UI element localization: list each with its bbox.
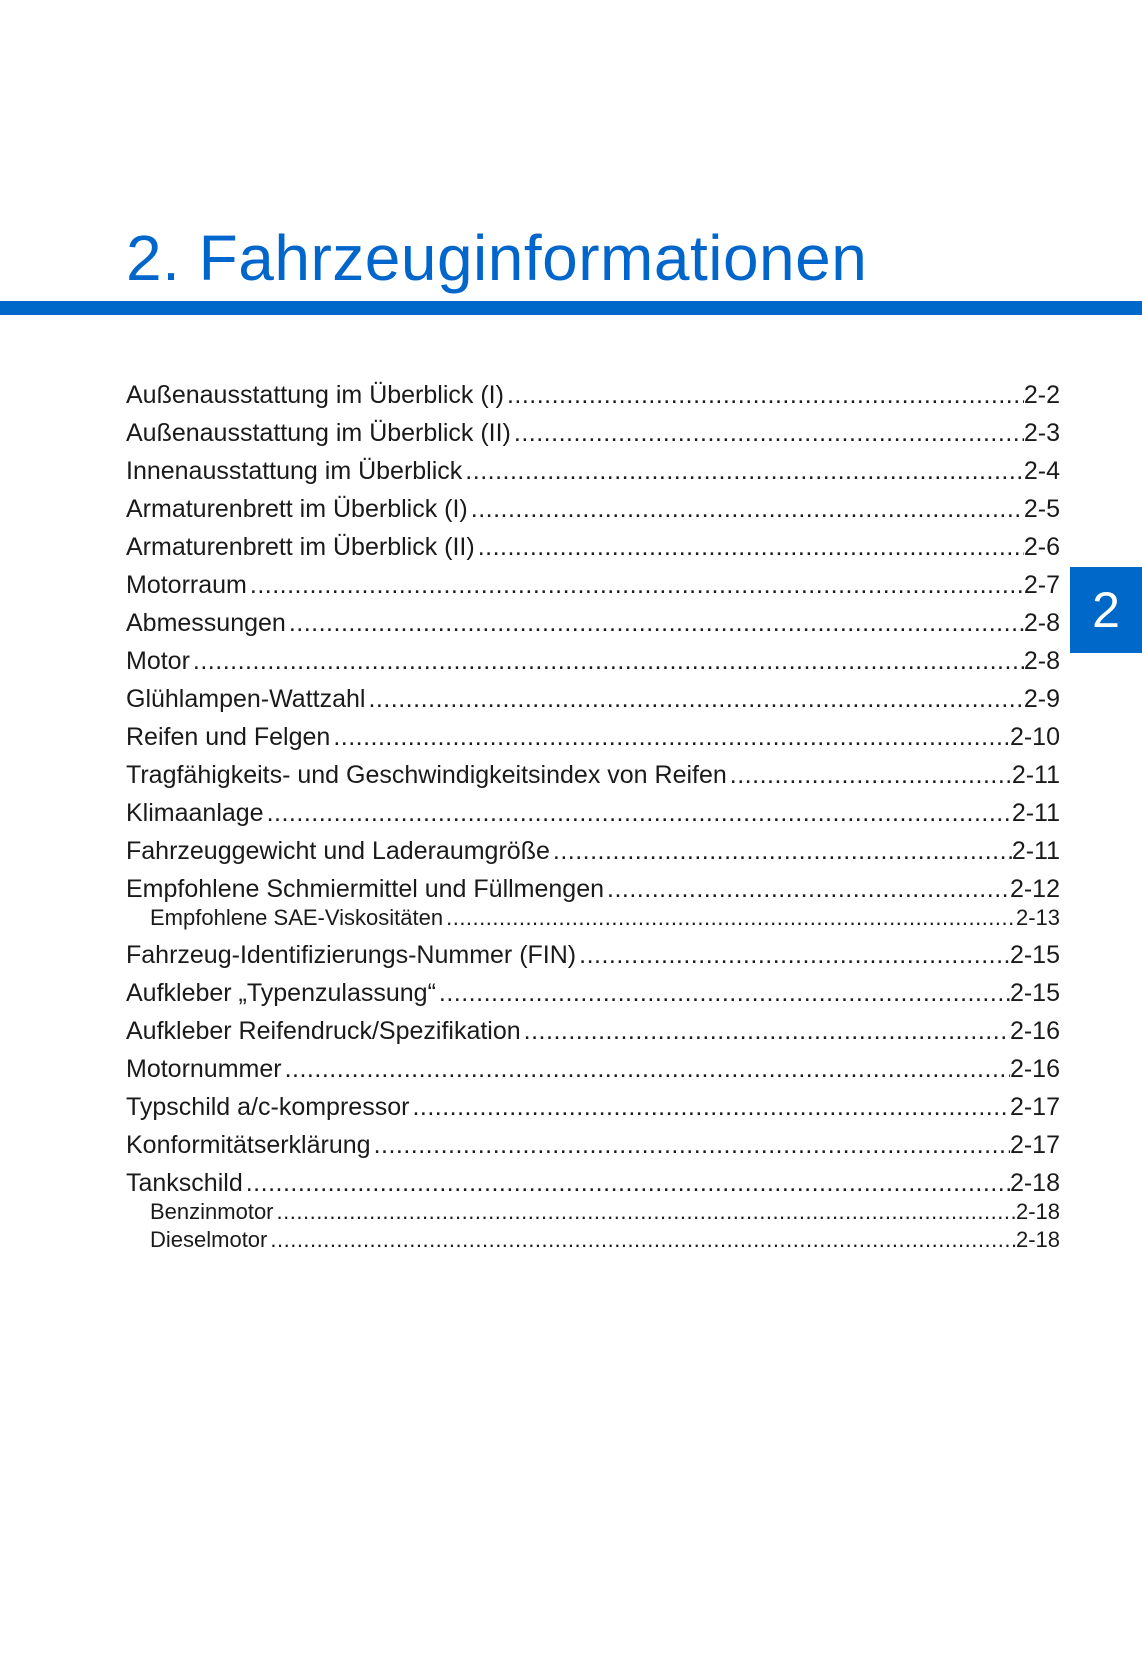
toc-subentry[interactable] <box>126 1198 1060 1226</box>
toc-entry-page: 2-11 <box>1011 837 1060 865</box>
toc-leader-dots <box>330 718 1010 756</box>
toc-entry-page: 2-16 <box>1009 1055 1060 1083</box>
chapter-tab: 2 <box>1070 567 1142 653</box>
toc-entry[interactable] <box>126 832 1060 870</box>
toc-entry-page: 2-15 <box>1009 941 1060 969</box>
toc-entry-label: Innenausstattung im Überblick <box>126 457 463 485</box>
toc-entry[interactable] <box>126 870 1060 908</box>
toc-leader-dots <box>504 376 1024 414</box>
toc-entry-label: Tragfähigkeits- und Geschwindigkeitsindex von Reifen <box>126 761 727 789</box>
toc-entry-page: 2-12 <box>1009 875 1060 903</box>
toc-entry-label: Empfohlene Schmiermittel und Füllmengen <box>126 875 605 903</box>
toc-entry[interactable] <box>126 452 1060 490</box>
toc-leader-dots <box>475 528 1024 566</box>
title-divider <box>0 301 1142 315</box>
toc-entry-page: 2-6 <box>1023 533 1060 561</box>
toc-leader-dots <box>511 414 1024 452</box>
toc-entry-label: Abmessungen <box>126 609 286 637</box>
toc-entry-page: 2-16 <box>1009 1017 1060 1045</box>
toc-entry[interactable] <box>126 642 1060 680</box>
toc-entry-page: 2-11 <box>1011 761 1060 789</box>
toc-leader-dots <box>576 936 1010 974</box>
toc-entry[interactable] <box>126 936 1060 974</box>
toc-leader-dots <box>409 1088 1010 1126</box>
toc-entry-page: 2-9 <box>1023 685 1060 713</box>
toc-entry-label: Benzinmotor <box>150 1199 274 1224</box>
toc-subentry[interactable] <box>126 1226 1060 1254</box>
toc-leader-dots <box>286 604 1024 642</box>
toc-leader-dots <box>274 1198 1016 1226</box>
toc-entry-page: 2-7 <box>1023 571 1060 599</box>
toc-leader-dots <box>282 1050 1010 1088</box>
toc-entry-page: 2-4 <box>1023 457 1060 485</box>
toc-leader-dots <box>727 756 1012 794</box>
toc-entry-label: Armaturenbrett im Überblick (I) <box>126 495 468 523</box>
toc-entry[interactable] <box>126 718 1060 756</box>
toc-leader-dots <box>468 490 1024 528</box>
toc-entry-page: 2-3 <box>1023 419 1060 447</box>
toc-entry-page: 2-5 <box>1023 495 1060 523</box>
toc-entry-label: Konformitätserklärung <box>126 1131 371 1159</box>
toc-entry-label: Aufkleber „Typenzulassung“ <box>126 979 436 1007</box>
toc-leader-dots <box>365 680 1023 718</box>
toc-leader-dots <box>521 1012 1010 1050</box>
toc-entry[interactable] <box>126 756 1060 794</box>
toc-entry-label: Empfohlene SAE-Viskositäten <box>150 905 444 930</box>
toc-entry[interactable] <box>126 794 1060 832</box>
toc-entry[interactable] <box>126 680 1060 718</box>
toc-leader-dots <box>550 832 1012 870</box>
table-of-contents <box>126 376 1060 1258</box>
toc-entry[interactable] <box>126 1050 1060 1088</box>
toc-leader-dots <box>436 974 1010 1012</box>
toc-entry-label: Typschild a/c-kompressor <box>126 1093 410 1121</box>
toc-entry-page: 2-8 <box>1023 647 1060 675</box>
toc-entry-label: Außenausstattung im Überblick (II) <box>126 419 511 447</box>
toc-leader-dots <box>462 452 1024 490</box>
toc-entry-page: 2-2 <box>1023 381 1060 409</box>
toc-leader-dots <box>267 1226 1016 1254</box>
toc-entry-label: Glühlampen-Wattzahl <box>126 685 366 713</box>
toc-leader-dots <box>443 904 1016 932</box>
toc-leader-dots <box>264 794 1012 832</box>
toc-entry-label: Motornummer <box>126 1055 282 1083</box>
toc-entry-label: Klimaanlage <box>126 799 264 827</box>
toc-leader-dots <box>371 1126 1010 1164</box>
toc-entry-label: Fahrzeuggewicht und Laderaumgröße <box>126 837 550 865</box>
toc-entry-page: 2-18 <box>1015 1227 1060 1252</box>
toc-entry[interactable] <box>126 1126 1060 1164</box>
toc-entry[interactable] <box>126 1088 1060 1126</box>
toc-entry-page: 2-18 <box>1015 1199 1060 1224</box>
toc-leader-dots <box>604 870 1010 908</box>
toc-entry-label: Motorraum <box>126 571 247 599</box>
toc-entry-label: Fahrzeug-Identifizierungs-Nummer (FIN) <box>126 941 577 969</box>
toc-entry-page: 2-10 <box>1009 723 1060 751</box>
toc-entry[interactable] <box>126 604 1060 642</box>
toc-entry-page: 2-17 <box>1009 1131 1060 1159</box>
toc-entry-page: 2-15 <box>1009 979 1060 1007</box>
toc-entry-page: 2-13 <box>1015 905 1060 930</box>
toc-entry-label: Aufkleber Reifendruck/Spezifikation <box>126 1017 521 1045</box>
toc-entry-label: Dieselmotor <box>150 1227 268 1252</box>
toc-entry-label: Armaturenbrett im Überblick (II) <box>126 533 475 561</box>
toc-entry-label: Außenausstattung im Überblick (I) <box>126 381 504 409</box>
toc-leader-dots <box>247 566 1024 604</box>
toc-entry[interactable] <box>126 974 1060 1012</box>
toc-entry[interactable] <box>126 376 1060 414</box>
toc-leader-dots <box>190 642 1024 680</box>
toc-entry[interactable] <box>126 490 1060 528</box>
toc-entry-page: 2-18 <box>1009 1169 1060 1197</box>
toc-entry[interactable] <box>126 1164 1060 1202</box>
toc-entry-label: Tankschild <box>126 1169 243 1197</box>
toc-leader-dots <box>243 1164 1010 1202</box>
toc-subentry[interactable] <box>126 904 1060 932</box>
toc-entry[interactable] <box>126 1012 1060 1050</box>
toc-entry-page: 2-8 <box>1023 609 1060 637</box>
toc-entry-page: 2-11 <box>1011 799 1060 827</box>
toc-entry[interactable] <box>126 528 1060 566</box>
toc-entry-page: 2-17 <box>1009 1093 1060 1121</box>
toc-entry[interactable] <box>126 414 1060 452</box>
toc-entry-label: Motor <box>126 647 190 675</box>
chapter-title: 2. Fahrzeuginformationen <box>126 222 868 294</box>
toc-entry-label: Reifen und Felgen <box>126 723 331 751</box>
toc-entry[interactable] <box>126 566 1060 604</box>
